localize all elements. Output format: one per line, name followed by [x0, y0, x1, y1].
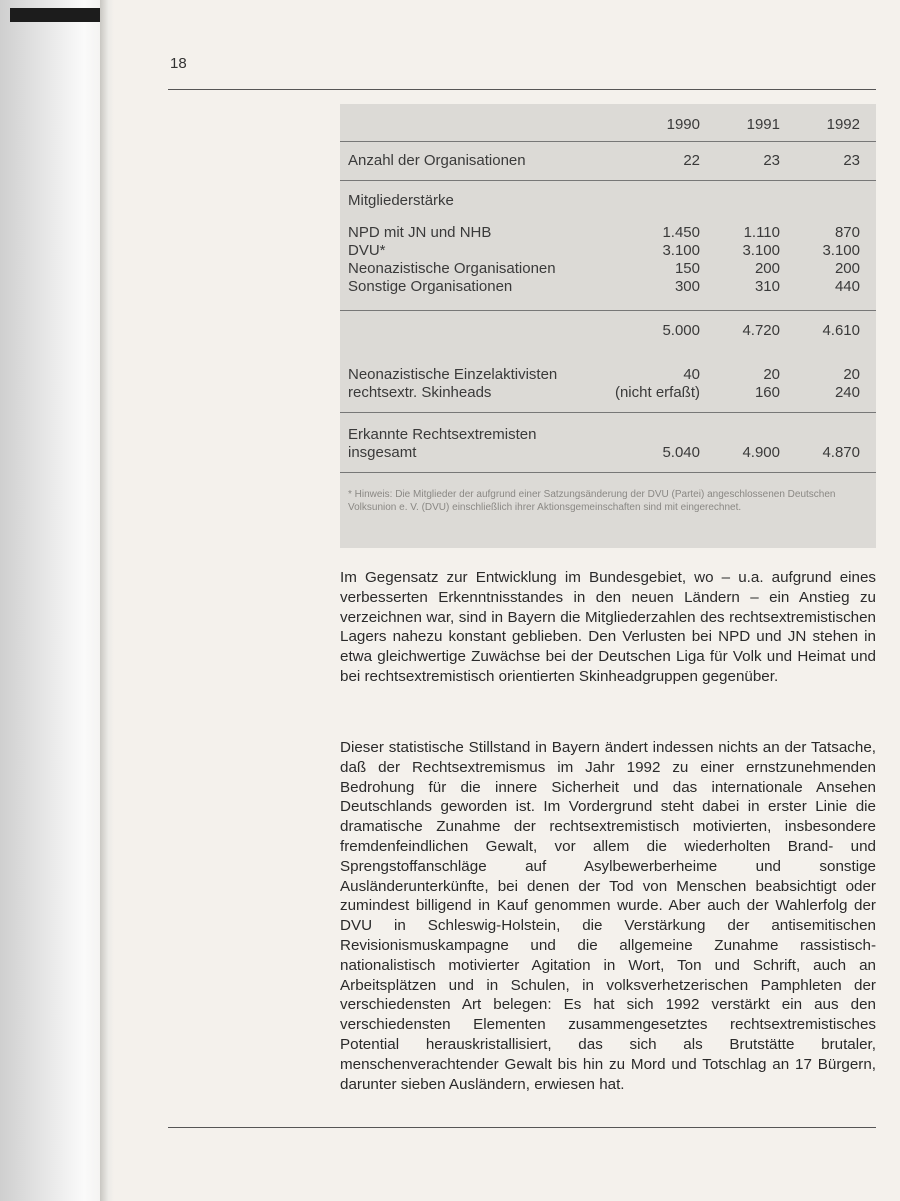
cell-value: 1.110 — [743, 224, 780, 241]
table-rule — [340, 310, 876, 311]
page-fold — [100, 0, 114, 1201]
row-label: NPD mit JN und NHB — [348, 224, 492, 241]
table-rule — [340, 472, 876, 473]
row-label: Sonstige Organisationen — [348, 278, 513, 295]
table-footnote: * Hinweis: Die Mitglieder der aufgrund einer Satzungsänderung der DVU (Partei) angeschlossenen Deutschen Volksunion e. V. (DVU) einschließlich ihrer Aktionsgemeinschaften sind mit eingerechnet. — [348, 489, 836, 513]
page-number: 18 — [170, 55, 187, 72]
header-year: 1990 — [666, 116, 700, 133]
table-header-row — [340, 116, 876, 134]
cell-value: 150 — [674, 260, 700, 277]
cell-value: 20 — [843, 366, 860, 383]
body-paragraph: Dieser statistische Stillstand in Bayern ändert indessen nichts an der Tatsache, daß der Rechtsextremismus im Jahr 1992 zu einer ernstzunehmenden Bedrohung für die innere Sicherheit und das internationale Ansehen Deutschlands geworden ist. Im Vordergrund steht dabei in erster Linie die dramatische Zunahme der rechtsextremistisch motivierten, insbesondere fremdenfeindlichen Gewalt, vor allem die wiederholten Brand- und Sprengstoffanschläge auf Asylbewerberheime und sonstige Ausländerunterkünfte, bei denen der Tod von Menschen beabsichtigt oder zumindest billigend in Kauf genommen wurde. Aber auch der Wahlerfolg der DVU in Schleswig-Holstein, die Verstärkung der antisemitischen Revisionismuskampagne und die allgemeine Zunahme rassistisch-nationalistisch motivierter Agitation in Wort, Ton und Schrift, auch an Arbeitsplätzen und in Schulen, in volksverhetzerischen Pamphleten der verschiedensten Art belegen: Es hat sich 1992 verstärkt ein aus den verschiedensten Elementen zusammengesetztes rechtsextremistisches Potential herauskristallisiert, das sich als Brutstätte brutaler, menschenverachtender Gewalt bis hin zu Mord und Totschlag an 17 Bürgern, darunter sieben Ausländern, erwiesen hat. — [340, 739, 876, 1093]
section-label: Mitgliederstärke — [348, 192, 454, 209]
table-row — [340, 384, 876, 402]
header-year: 1992 — [826, 116, 860, 133]
subtotal-row — [340, 322, 876, 340]
cell-value: 23 — [763, 152, 780, 169]
total-value: 4.900 — [742, 444, 780, 461]
cell-value: 1.450 — [662, 224, 700, 241]
cell-value: 440 — [834, 278, 860, 295]
total-label-row — [340, 426, 876, 444]
cell-value: 240 — [834, 384, 860, 401]
cell-value: 200 — [754, 260, 780, 277]
table-row — [340, 260, 876, 278]
row-label: Anzahl der Organisationen — [348, 152, 526, 169]
cell-value: 3.100 — [662, 242, 700, 259]
row-label: Neonazistische Organisationen — [348, 260, 556, 277]
cell-value: 160 — [754, 384, 780, 401]
total-row — [340, 444, 876, 462]
table-row — [340, 278, 876, 296]
cell-value: 200 — [834, 260, 860, 277]
document-page — [118, 0, 900, 1201]
header-year: 1991 — [746, 116, 780, 133]
table-rule — [340, 141, 876, 142]
total-label: insgesamt — [348, 444, 417, 461]
row-label: rechtsextr. Skinheads — [348, 384, 492, 401]
cell-value: 3.100 — [742, 242, 780, 259]
table-rule — [340, 412, 876, 413]
header-rule — [168, 89, 876, 90]
scan-margin — [0, 0, 112, 1201]
cell-value: 22 — [683, 152, 700, 169]
total-value: 5.040 — [662, 444, 700, 461]
table-row — [340, 152, 876, 170]
cell-value: 870 — [834, 224, 860, 241]
section-heading — [340, 192, 876, 210]
subtotal-value: 5.000 — [662, 322, 700, 339]
cell-value: 300 — [674, 278, 700, 295]
cell-value: 23 — [843, 152, 860, 169]
cell-value: 20 — [763, 366, 780, 383]
scan-edge-shadow — [10, 8, 102, 22]
table-row — [340, 242, 876, 260]
footer-rule — [168, 1127, 876, 1128]
cell-note: (nicht erfaßt) — [614, 384, 700, 401]
row-label: Neonazistische Einzelaktivisten — [348, 366, 558, 383]
table-row — [340, 366, 876, 384]
cell-value: 3.100 — [822, 242, 860, 259]
row-label: DVU* — [348, 242, 386, 259]
cell-value: 40 — [683, 366, 700, 383]
body-paragraph: Im Gegensatz zur Entwicklung im Bundesgebiet, wo – u.a. aufgrund eines verbesserten Erkenntnisstandes in den neuen Ländern – ein Anstieg zu verzeichnen war, sind in Bayern die Mitgliederzahlen des rechtsextremistischen Lagers nahezu konstant geblieben. Den Verlusten bei NPD und JN stehen in etwa gleichwertige Zuwächse bei der Deutschen Liga für Volk und Heimat und bei rechtsextremistisch orientierten Skinheadgruppen gegenüber. — [340, 569, 876, 685]
table-rule — [340, 180, 876, 181]
total-value: 4.870 — [822, 444, 860, 461]
table-row — [340, 224, 876, 242]
subtotal-value: 4.720 — [742, 322, 780, 339]
cell-value: 310 — [754, 278, 780, 295]
statistics-table — [340, 104, 876, 548]
subtotal-value: 4.610 — [822, 322, 860, 339]
total-label: Erkannte Rechtsextremisten — [348, 426, 537, 443]
